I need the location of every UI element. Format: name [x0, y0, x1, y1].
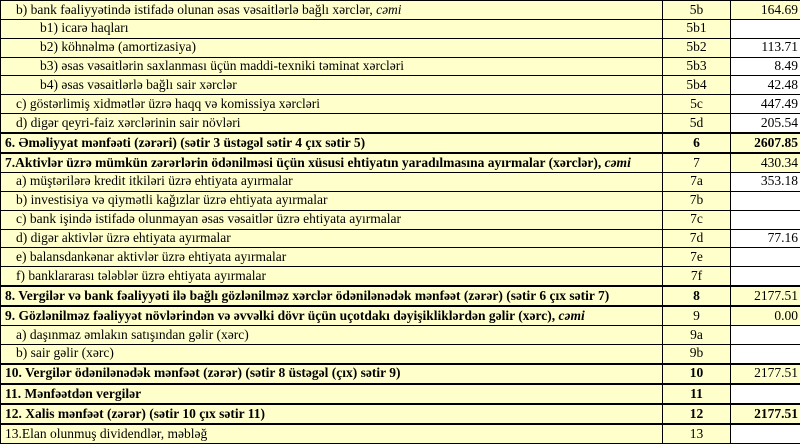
table-row — [1, 19, 800, 38]
row-code: 7a — [663, 172, 731, 191]
row-description-cell — [1, 95, 663, 114]
row-code: 12 — [663, 404, 731, 424]
row-code: 5b3 — [663, 57, 731, 76]
row-value — [731, 424, 800, 444]
row-description-cell — [1, 133, 663, 153]
row-value: 353.18 — [731, 172, 800, 191]
table-row — [1, 133, 800, 153]
row-description-cell — [1, 76, 663, 95]
row-label: c) bank işində istifadə olunmayan əsas vəsaitlər üzrə ehtiyata ayırmalar — [16, 211, 401, 227]
row-label: 9. Gözlənilməz fəaliyyət növlərindən və əvvəlki dövr üçün uçotdakı dəyişikliklərdən gəlir (xərc), — [5, 307, 559, 323]
row-label: b4) əsas vəsaitlərlə bağlı sair xərclər — [40, 76, 237, 92]
row-label: 13.Elan olunmuş dividendlər, məbləğ — [5, 425, 208, 441]
row-label: b) bank fəaliyyətində istifadə olunan əsas vəsaitlərlə bağlı xərclər, — [16, 1, 377, 17]
row-value: 113.71 — [731, 38, 800, 57]
table-row — [1, 114, 800, 133]
table-row — [1, 191, 800, 210]
row-value: 0.00 — [731, 306, 800, 325]
row-value: 164.69 — [731, 1, 800, 20]
row-label: d) digər aktivlər üzrə ehtiyata ayırmalar — [16, 230, 231, 245]
row-code: 6 — [663, 133, 731, 153]
table-row — [1, 326, 800, 345]
row-label: a) müştərilərə kredit itkiləri üzrə ehtiyata ayırmalar — [16, 173, 293, 189]
row-label: a) daşınmaz əmlakın satışından gəlir (xərc) — [16, 326, 249, 342]
table-row — [1, 172, 800, 191]
row-label-italic: cəmi — [558, 307, 585, 323]
row-value: 2177.51 — [731, 286, 800, 306]
table-row — [1, 1, 800, 20]
row-description-cell — [1, 404, 663, 424]
row-label: 6. Əməliyyat mənfəəti (zərəri) (sətir 3 üstəgəl sətir 4 çıx sətir 5) — [5, 134, 366, 150]
row-label-italic: cəmi — [376, 1, 402, 17]
row-value: 430.34 — [731, 153, 800, 172]
row-description-cell — [1, 191, 663, 210]
row-code: 11 — [663, 384, 731, 404]
row-description-cell — [1, 229, 663, 248]
row-code: 5b4 — [663, 76, 731, 95]
row-value — [731, 326, 800, 345]
row-label: f) banklararası tələblər üzrə ehtiyata ayırmalar — [16, 267, 266, 283]
row-code: 7e — [663, 248, 731, 267]
row-description-cell — [1, 114, 663, 133]
table-row — [1, 286, 800, 306]
row-description-cell — [1, 172, 663, 191]
row-description-cell — [1, 19, 663, 38]
table-row — [1, 229, 800, 248]
table-row — [1, 424, 800, 444]
row-description-cell — [1, 38, 663, 57]
row-description-cell — [1, 364, 663, 384]
row-value — [731, 248, 800, 267]
row-label: 11. Mənfəətdən vergilər — [5, 385, 142, 401]
row-code: 8 — [663, 286, 731, 306]
row-label: b2) köhnəlmə (amortizasiya) — [40, 39, 196, 55]
row-description-cell — [1, 326, 663, 345]
row-value: 42.48 — [731, 76, 800, 95]
row-code: 7b — [663, 191, 731, 210]
row-code: 10 — [663, 364, 731, 384]
row-code: 7d — [663, 229, 731, 248]
row-value: 77.16 — [731, 229, 800, 248]
row-value — [731, 210, 800, 229]
row-value — [731, 384, 800, 404]
row-label: 12. Xalis mənfəət (zərər) (sətir 10 çıx sətir 11) — [5, 405, 266, 421]
row-description-cell — [1, 384, 663, 404]
row-value — [731, 344, 800, 363]
row-label: 8. Vergilər və bank fəaliyyəti ilə bağlı gözlənilməz xərclər ödənilənədək mənfəət (zərər) (sətir 6 çıx sətir 7) — [5, 287, 610, 303]
row-code: 5d — [663, 114, 731, 133]
row-value: 2607.85 — [731, 133, 800, 153]
row-code: 9a — [663, 326, 731, 345]
row-code: 7f — [663, 267, 731, 286]
row-label: b3) əsas vəsaitlərin saxlanması üçün maddi-texniki təminat xərcləri — [40, 58, 405, 74]
row-code: 7c — [663, 210, 731, 229]
row-value — [731, 267, 800, 286]
row-description-cell — [1, 210, 663, 229]
table-row — [1, 153, 800, 172]
row-description-cell — [1, 286, 663, 306]
row-label: d) digər qeyri-faiz xərclərinin sair növləri — [16, 114, 241, 130]
table-row — [1, 384, 800, 404]
table-row — [1, 306, 800, 325]
table-row — [1, 57, 800, 76]
table-row — [1, 95, 800, 114]
row-code: 5b — [663, 1, 731, 20]
row-value: 205.54 — [731, 114, 800, 133]
row-value — [731, 19, 800, 38]
row-description-cell — [1, 424, 663, 444]
row-value: 8.49 — [731, 57, 800, 76]
row-description-cell — [1, 57, 663, 76]
row-label: b) sair gəlir (xərc) — [16, 345, 114, 361]
table-row — [1, 76, 800, 95]
table-body — [1, 1, 800, 444]
row-code: 13 — [663, 424, 731, 444]
row-label: b) investisiya və qiymətli kağızlar üzrə ehtiyata ayırmalar — [16, 192, 328, 208]
row-label: b1) icarə haqları — [40, 20, 129, 36]
row-code: 9 — [663, 306, 731, 325]
row-description-cell — [1, 306, 663, 325]
table-row — [1, 248, 800, 267]
row-value: 447.49 — [731, 95, 800, 114]
row-value: 2177.51 — [731, 404, 800, 424]
row-code: 9b — [663, 344, 731, 363]
row-label-italic: cəmi — [604, 154, 631, 170]
table-row — [1, 267, 800, 286]
row-value — [731, 191, 800, 210]
row-code: 5b2 — [663, 38, 731, 57]
table-row — [1, 344, 800, 363]
row-description-cell — [1, 248, 663, 267]
row-code: 5c — [663, 95, 731, 114]
row-value: 2177.51 — [731, 364, 800, 384]
row-description-cell — [1, 344, 663, 363]
row-code: 7 — [663, 153, 731, 172]
table-row — [1, 38, 800, 57]
row-description-cell — [1, 1, 663, 20]
row-description-cell — [1, 153, 663, 172]
row-description-cell — [1, 267, 663, 286]
row-label: c) göstərlimiş xidmətlər üzrə haqq və komissiya xərcləri — [16, 95, 321, 111]
row-label: 10. Vergilər ödənilənədək mənfəət (zərər) (sətir 8 üstəgəl (çıx) sətir 9) — [5, 365, 401, 381]
row-code: 5b1 — [663, 19, 731, 38]
table-row — [1, 210, 800, 229]
table-row — [1, 364, 800, 384]
row-label: 7.Aktivlər üzrə mümkün zərərlərin ödənilməsi üçün xüsusi ehtiyatın yaradılmasına ayırmalar (xərclər), — [5, 154, 605, 170]
table-row — [1, 404, 800, 424]
row-label: e) balansdankənar aktivlər üzrə ehtiyata ayırmalar — [16, 248, 287, 264]
